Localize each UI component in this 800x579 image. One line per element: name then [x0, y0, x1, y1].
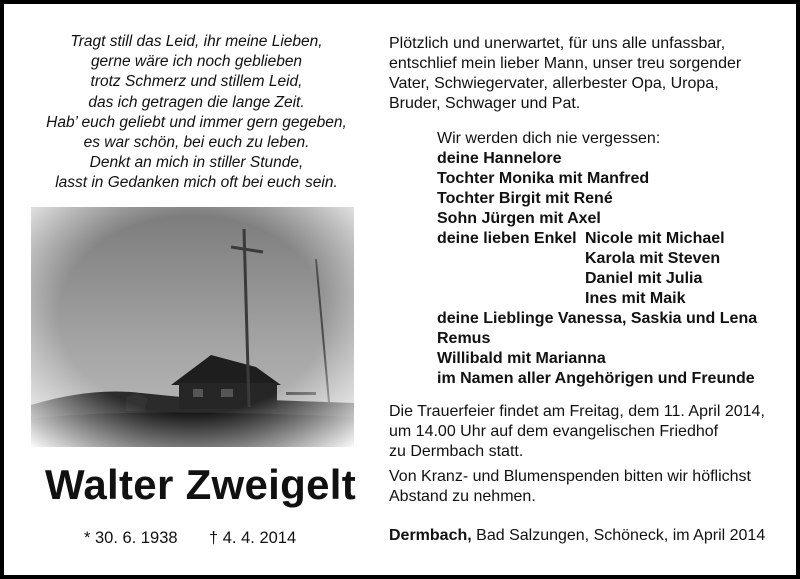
grandchild: Ines mit Maik — [585, 290, 686, 307]
poem-line: trotz Schmerz und stillem Leid, — [90, 73, 303, 91]
mourner-brother: Willibald mit Marianna — [437, 350, 606, 367]
mourner-wife: deine Hannelore — [437, 150, 562, 167]
poem-line: lasst in Gedanken mich oft bei euch sein. — [55, 174, 338, 192]
poem-line: es war schön, bei euch zu leben. — [83, 134, 310, 152]
grandchild: Daniel mit Julia — [585, 270, 703, 287]
donation-line: Von Kranz- und Blumenspenden bitten wir höflichst — [389, 468, 751, 485]
poem-line: Hab’ euch geliebt und immer gern gegeben, — [46, 113, 347, 131]
birth-date: * 30. 6. 1938 — [84, 529, 178, 547]
funeral-line: um 14.00 Uhr auf dem evangelischen Friedhof — [389, 423, 719, 440]
funeral-line: zu Dermbach statt. — [389, 443, 524, 460]
mourner-others: im Namen aller Angehörigen und Freunde — [437, 370, 755, 387]
mourners-list — [389, 129, 789, 389]
mourner-daughter: Tochter Birgit mit René — [437, 190, 613, 207]
mourner-son: Sohn Jürgen mit Axel — [437, 210, 601, 227]
announcement — [389, 34, 789, 114]
death-date: † 4. 4. 2014 — [209, 529, 297, 547]
announcement-line: Plötzlich und unerwartet, für uns alle unfassbar, — [389, 35, 726, 52]
footer-place-rest: Bad Salzungen, Schöneck, im April 2014 — [471, 527, 766, 544]
great-grandchildren: deine Lieblinge Vanessa, Saskia und Lena — [437, 310, 758, 327]
poem — [24, 32, 369, 194]
poem-line: das ich getragen die lange Zeit. — [88, 93, 305, 111]
announcement-line: entschlief mein lieber Mann, unser treu sorgender — [389, 55, 742, 72]
poem-line: Denkt an mich in stiller Stunde, — [89, 154, 304, 172]
donation-info — [389, 467, 789, 507]
donation-line: Abstand zu nehmen. — [389, 488, 536, 505]
funeral-info — [389, 402, 789, 462]
funeral-line: Die Trauerfeier findet am Freitag, dem 11. April 2014, — [389, 403, 765, 420]
landscape-photo — [31, 207, 354, 447]
footer-places — [389, 526, 789, 546]
poem-line: gerne wäre ich noch geblieben — [90, 53, 303, 71]
poem-line: Tragt still das Leid, ihr meine Lieben, — [70, 33, 323, 50]
deceased-name: Walter Zweigelt — [45, 461, 356, 508]
mourners-intro: Wir werden dich nie vergessen: — [437, 130, 661, 147]
mourner-daughter: Tochter Monika mit Manfred — [437, 170, 650, 187]
great-grandchildren: Remus — [437, 330, 491, 347]
grandchildren-label: deine lieben Enkel — [437, 230, 577, 247]
grandchild: Nicole mit Michael — [585, 230, 725, 247]
grandchildren-row — [389, 229, 789, 249]
grandchild: Karola mit Steven — [585, 250, 721, 267]
footer-place-bold: Dermbach, — [389, 527, 472, 544]
announcement-line: Vater, Schwiegervater, allerbester Opa, Uropa, — [389, 75, 719, 92]
announcement-line: Bruder, Schwager und Pat. — [389, 95, 581, 112]
